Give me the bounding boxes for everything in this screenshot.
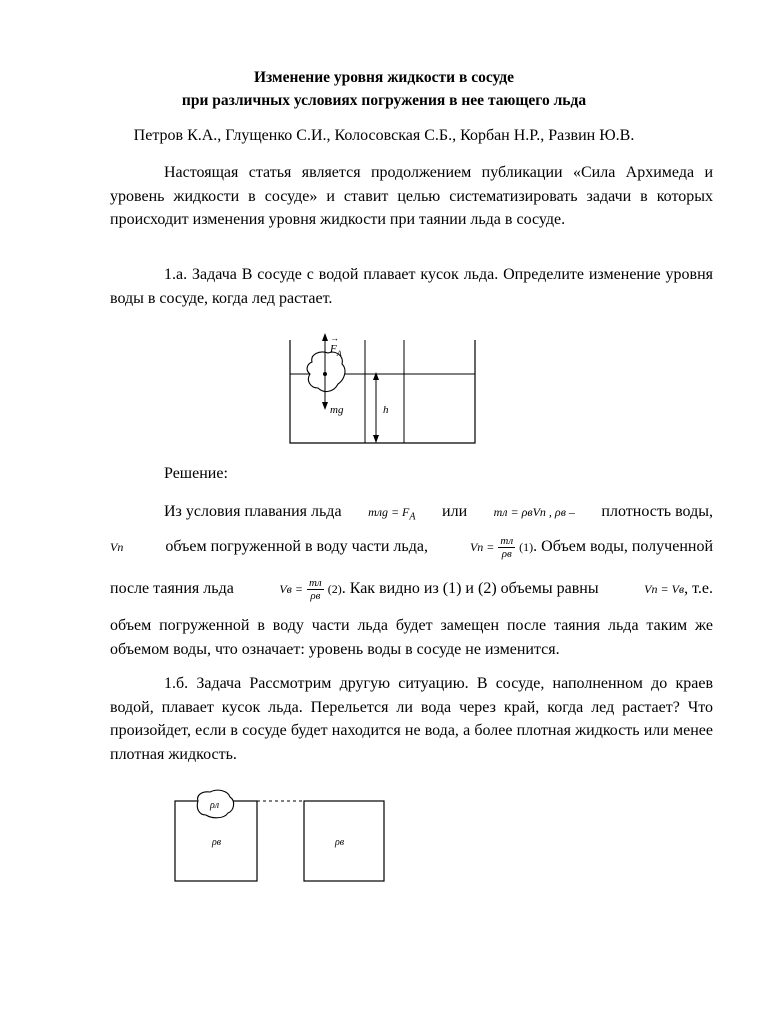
solution-line-1 [164, 503, 713, 522]
formula-1: Vп = $\frac{mл}{\rho в}$ (1). Объем воды, полученной [469, 535, 713, 560]
title-line-2: при различных условиях погружения в нее тающего льда [181, 92, 587, 109]
buoyancy-force-label: $F_A$ [330, 343, 342, 358]
formula-2: Vв = $\frac{mл}{\rho в}$ (2). Как видно из (1) и (2) объемы равны [279, 577, 599, 602]
formula-equal: Vп = Vв, т.е. [644, 580, 713, 598]
solution-line-2 [110, 535, 713, 560]
authors: Петров К.А., Глущенко С.И., Колосовская С.Б., Корбан Н.Р., Развин Ю.В. [133, 127, 635, 144]
text: Из условия плавания льда [164, 503, 342, 520]
task-1b-paragraph: 1.б. Задача Рассмотрим другую ситуацию. В сосуде, наполненном до краев водой, плавает кусок льда. Перельется ли вода через край, когда лед растает? Что произойдет, если в сосуде будет находится не вода, а более плотная жидкость или менее плотная жидкость. [110, 675, 713, 763]
figure-2-full-vessels [170, 785, 390, 885]
svg-text:→: → [330, 333, 339, 343]
formula-floating: mлg = $F_A$ [368, 505, 416, 523]
water-density-label-right: ρв [335, 837, 345, 848]
text: плотность воды, [601, 503, 713, 520]
formula-mass: mл = ρвVп , ρв – [493, 505, 575, 519]
solution-line-3 [110, 577, 713, 602]
intro-paragraph: Настоящая статья является продолжением публикации «Сила Архимеда и уровень жидкости в сосуде» и ставит целью систематизировать задачи в которых происходит изменения уровня жидкости при таянии льда в сосуде. [110, 164, 713, 228]
figure-1-vessel-with-ice [280, 330, 490, 450]
gravity-force-label: mg [330, 404, 344, 416]
title-line-1: Изменение уровня жидкости в сосуде [253, 69, 515, 86]
text: после таяния льда [110, 580, 234, 598]
text: или [442, 503, 468, 520]
ice-density-label: ρл [210, 800, 220, 811]
solution-heading: Решение: [164, 465, 228, 482]
height-label: h [383, 404, 389, 416]
text: объем погруженной в воду части льда, [165, 538, 428, 556]
water-density-label-left: ρв [212, 837, 222, 848]
solution-rest: объем погруженной в воду части льда будет замещен после таяния льда таким же объемом воды, что означает: уровень воды в сосуде не изменится. [110, 617, 713, 658]
task-1a-paragraph: 1.а. Задача В сосуде с водой плавает кусок льда. Определите изменение уровня воды в сосуде, когда лед растает. [110, 266, 713, 307]
formula-vp: Vп [110, 540, 124, 555]
